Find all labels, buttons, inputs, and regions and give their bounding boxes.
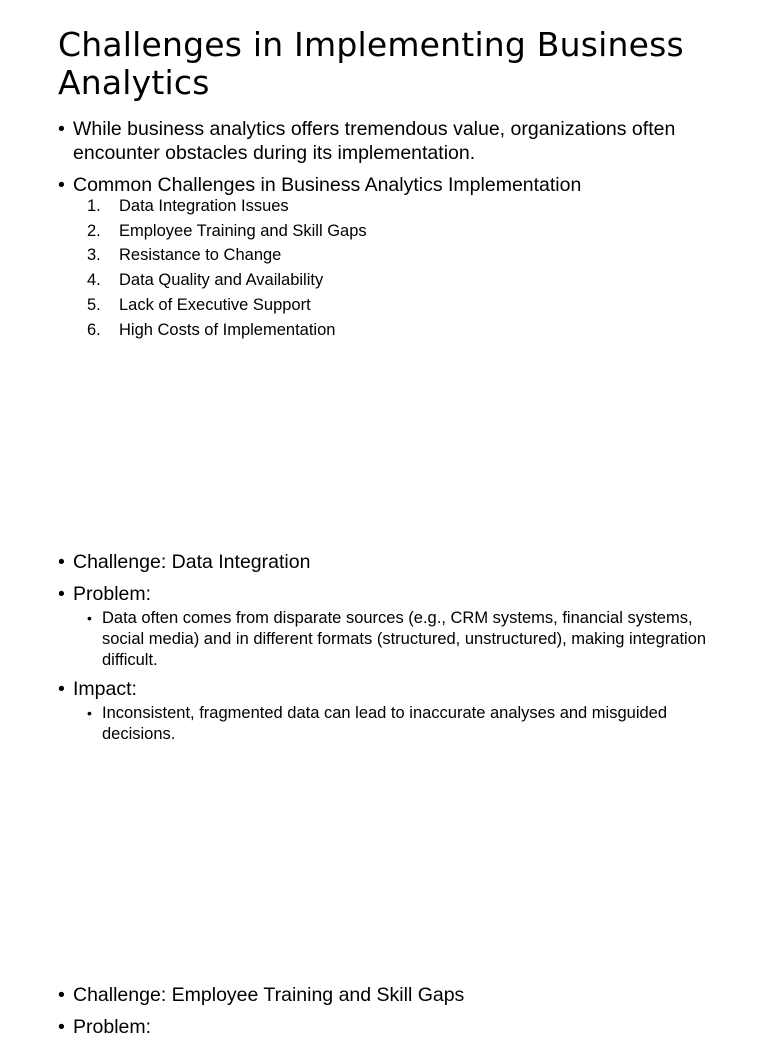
problem-bullet [58, 1015, 718, 1039]
impact-sub-wrapper [58, 703, 718, 745]
list-item [58, 219, 718, 244]
list-item [58, 318, 718, 343]
list-number: 3. [87, 246, 101, 265]
problem-text: Data often comes from disparate sources (e.g., CRM systems, financial systems, social media) and in different formats (structured, unstructured), making integration difficult. [102, 609, 707, 669]
list-number: 6. [87, 320, 101, 339]
data-integration-section [58, 550, 718, 751]
problem-sub-wrapper [58, 608, 718, 671]
list-item [58, 293, 718, 318]
bullet-glyph: • [58, 984, 65, 1006]
list-number: 1. [87, 197, 101, 215]
list-number: 4. [87, 271, 101, 290]
problem-label: Problem: [73, 583, 152, 605]
sub-list-item [58, 608, 718, 671]
challenge-bullet [58, 983, 718, 1007]
bullet-glyph: • [58, 678, 65, 700]
intro-bullet-list [58, 117, 718, 205]
intro-bullet [58, 117, 718, 165]
list-item-text: Data Quality and Availability [119, 271, 324, 290]
sub-bullet-glyph: • [87, 610, 92, 626]
list-item [58, 268, 718, 293]
challenge-heading: Challenge: Employee Training and Skill Gaps [73, 984, 465, 1006]
bullet-glyph: • [58, 551, 65, 573]
impact-sub-list [58, 703, 718, 745]
impact-bullet [58, 677, 718, 701]
problem-sub-list [58, 608, 718, 671]
sub-bullet-glyph: • [87, 705, 92, 721]
impact-label: Impact: [73, 678, 137, 700]
challenge-heading: Challenge: Data Integration [73, 551, 311, 573]
list-number: 2. [87, 221, 101, 240]
bullet-glyph: • [58, 1016, 65, 1038]
challenges-numbered-list [58, 194, 718, 342]
skill-gaps-section [58, 983, 718, 1047]
problem-bullet [58, 582, 718, 606]
sub-list-item [58, 703, 718, 745]
list-number: 5. [87, 295, 101, 314]
intro-text: While business analytics offers tremendous value, organizations often encounter obstacles during its implementation. [73, 118, 676, 164]
list-item-text: Lack of Executive Support [119, 295, 311, 314]
impact-text: Inconsistent, fragmented data can lead to inaccurate analyses and misguided decisions. [102, 704, 668, 743]
list-item-text: Data Integration Issues [119, 197, 289, 215]
list-item-text: Resistance to Change [119, 246, 282, 265]
list-item [58, 194, 718, 219]
list-item-text: Employee Training and Skill Gaps [119, 221, 367, 240]
bullet-glyph: • [58, 118, 65, 140]
challenge-bullet [58, 550, 718, 574]
page-title: Challenges in Implementing Business Analytics [58, 25, 684, 102]
list-item [58, 243, 718, 268]
bullet-glyph: • [58, 583, 65, 605]
problem-label: Problem: [73, 1016, 152, 1038]
list-item-text: High Costs of Implementation [119, 320, 336, 339]
common-challenges-heading: Common Challenges in Business Analytics Implementation [73, 174, 582, 196]
bullet-glyph: • [58, 174, 65, 196]
